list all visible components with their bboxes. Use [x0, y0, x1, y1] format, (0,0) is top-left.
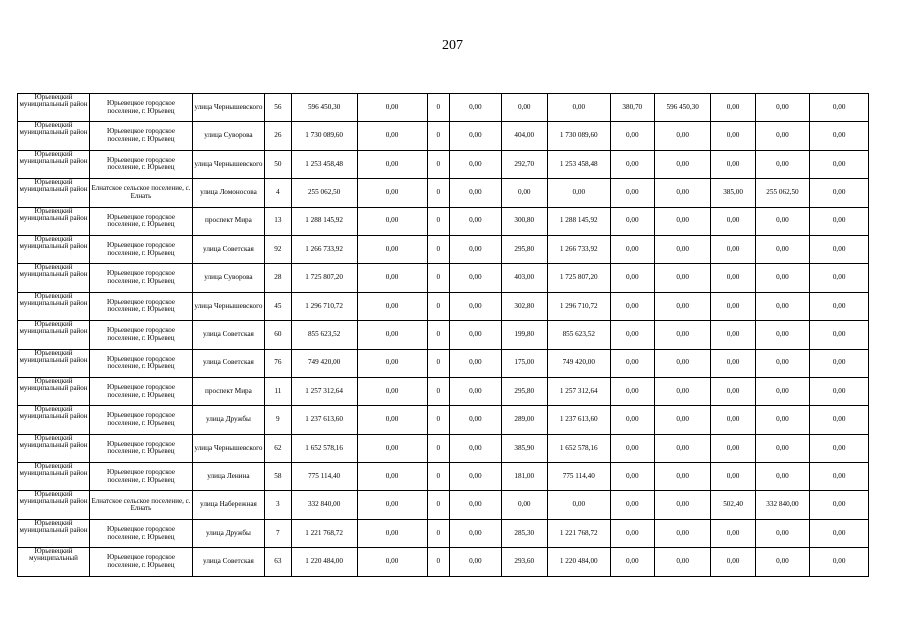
cost-cell: 0,00	[755, 122, 810, 150]
area-cell: 199,80	[501, 321, 547, 349]
house-number-cell: 92	[264, 235, 291, 263]
settlement-cell: Юрьевецкое городское поселение, г. Юрьевец	[90, 377, 193, 405]
settlement-cell: Елнатское сельское поселение, с. Елнать	[90, 491, 193, 519]
cost-cell: 0,00	[654, 207, 711, 235]
amount-cell: 0,00	[810, 548, 869, 576]
area-cell: 0,00	[610, 349, 654, 377]
cost-cell: 0,00	[654, 150, 711, 178]
count-cell: 0	[427, 491, 450, 519]
street-cell: улица Чернышевского	[192, 434, 264, 462]
area-cell: 0,00	[711, 207, 755, 235]
amount-cell: 0,00	[357, 377, 427, 405]
cost-cell: 0,00	[755, 406, 810, 434]
count-cell: 0	[427, 94, 450, 122]
area-cell: 385,90	[501, 434, 547, 462]
table-row	[18, 377, 869, 405]
area-cell: 0,00	[610, 235, 654, 263]
area-cell: 285,30	[501, 519, 547, 547]
settlement-cell: Юрьевецкое городское поселение, г. Юрьевец	[90, 406, 193, 434]
cost-cell: 596 450,30	[654, 94, 711, 122]
settlement-cell: Юрьевецкое городское поселение, г. Юрьевец	[90, 519, 193, 547]
cost-cell: 0,00	[654, 235, 711, 263]
area-cell: 0,00	[610, 406, 654, 434]
area-cell: 0,00	[610, 321, 654, 349]
settlement-cell: Юрьевецкое городское поселение, г. Юрьевец	[90, 264, 193, 292]
total-cost-cell: 596 450,30	[291, 94, 357, 122]
table-row	[18, 491, 869, 519]
cost-cell: 0,00	[755, 377, 810, 405]
amount-cell: 0,00	[357, 321, 427, 349]
cost-cell: 1 652 578,16	[547, 434, 610, 462]
municipality-cell: Юрьевецкий муниципальный район	[18, 321, 90, 349]
area-cell: 0,00	[711, 94, 755, 122]
amount-cell: 0,00	[450, 94, 501, 122]
cost-cell: 0,00	[755, 434, 810, 462]
cost-cell: 0,00	[755, 349, 810, 377]
cost-cell: 1 221 768,72	[547, 519, 610, 547]
area-cell: 0,00	[610, 207, 654, 235]
street-cell: проспект Мира	[192, 377, 264, 405]
settlement-cell: Юрьевецкое городское поселение, г. Юрьевец	[90, 548, 193, 576]
street-cell: улица Дружбы	[192, 519, 264, 547]
amount-cell: 0,00	[357, 349, 427, 377]
area-cell: 0,00	[610, 150, 654, 178]
total-cost-cell: 1 288 145,92	[291, 207, 357, 235]
cost-cell: 0,00	[755, 150, 810, 178]
amount-cell: 0,00	[450, 349, 501, 377]
count-cell: 0	[427, 235, 450, 263]
cost-cell: 0,00	[755, 207, 810, 235]
settlement-cell: Юрьевецкое городское поселение, г. Юрьевец	[90, 434, 193, 462]
cost-cell: 0,00	[755, 321, 810, 349]
area-cell: 0,00	[711, 321, 755, 349]
amount-cell: 0,00	[450, 235, 501, 263]
amount-cell: 0,00	[810, 207, 869, 235]
table-row	[18, 179, 869, 207]
street-cell: улица Набережная	[192, 491, 264, 519]
total-cost-cell: 1 725 807,20	[291, 264, 357, 292]
total-cost-cell: 1 266 733,92	[291, 235, 357, 263]
area-cell: 295,80	[501, 235, 547, 263]
amount-cell: 0,00	[450, 207, 501, 235]
area-cell: 0,00	[610, 491, 654, 519]
amount-cell: 0,00	[450, 434, 501, 462]
count-cell: 0	[427, 150, 450, 178]
street-cell: улица Дружбы	[192, 406, 264, 434]
cost-cell: 749 420,00	[547, 349, 610, 377]
municipality-cell: Юрьевецкий муниципальный район	[18, 150, 90, 178]
cost-cell: 1 237 613,60	[547, 406, 610, 434]
house-number-cell: 63	[264, 548, 291, 576]
total-cost-cell: 1 296 710,72	[291, 292, 357, 320]
cost-cell: 0,00	[547, 179, 610, 207]
house-number-cell: 60	[264, 321, 291, 349]
cost-cell: 0,00	[654, 548, 711, 576]
municipality-cell: Юрьевецкий муниципальный район	[18, 377, 90, 405]
area-cell: 300,80	[501, 207, 547, 235]
area-cell: 0,00	[711, 292, 755, 320]
amount-cell: 0,00	[450, 264, 501, 292]
cost-cell: 1 253 458,48	[547, 150, 610, 178]
count-cell: 0	[427, 292, 450, 320]
cost-cell: 0,00	[547, 94, 610, 122]
table-row	[18, 434, 869, 462]
table-row	[18, 548, 869, 576]
total-cost-cell: 749 420,00	[291, 349, 357, 377]
cost-cell: 0,00	[654, 179, 711, 207]
municipality-cell: Юрьевецкий муниципальный район	[18, 264, 90, 292]
amount-cell: 0,00	[450, 122, 501, 150]
municipality-cell: Юрьевецкий муниципальный район	[18, 463, 90, 491]
cost-cell: 0,00	[547, 491, 610, 519]
house-number-cell: 26	[264, 122, 291, 150]
amount-cell: 0,00	[810, 349, 869, 377]
amount-cell: 0,00	[810, 150, 869, 178]
house-number-cell: 13	[264, 207, 291, 235]
area-cell: 0,00	[610, 122, 654, 150]
area-cell: 0,00	[711, 150, 755, 178]
cost-cell: 0,00	[654, 349, 711, 377]
count-cell: 0	[427, 548, 450, 576]
municipality-cell: Юрьевецкий муниципальный район	[18, 122, 90, 150]
area-cell: 0,00	[711, 434, 755, 462]
street-cell: улица Суворова	[192, 264, 264, 292]
settlement-cell: Юрьевецкое городское поселение, г. Юрьевец	[90, 235, 193, 263]
cost-cell: 0,00	[654, 377, 711, 405]
total-cost-cell: 1 257 312,64	[291, 377, 357, 405]
area-cell: 289,00	[501, 406, 547, 434]
house-number-cell: 9	[264, 406, 291, 434]
area-cell: 403,00	[501, 264, 547, 292]
count-cell: 0	[427, 207, 450, 235]
total-cost-cell: 255 062,50	[291, 179, 357, 207]
municipality-cell: Юрьевецкий муниципальный район	[18, 434, 90, 462]
house-number-cell: 3	[264, 491, 291, 519]
street-cell: улица Чернышевского	[192, 292, 264, 320]
total-cost-cell: 332 840,00	[291, 491, 357, 519]
cost-cell: 0,00	[755, 548, 810, 576]
amount-cell: 0,00	[357, 235, 427, 263]
amount-cell: 0,00	[357, 150, 427, 178]
area-cell: 0,00	[501, 491, 547, 519]
amount-cell: 0,00	[810, 406, 869, 434]
area-cell: 0,00	[711, 463, 755, 491]
count-cell: 0	[427, 519, 450, 547]
table-row	[18, 207, 869, 235]
table-row	[18, 264, 869, 292]
house-number-cell: 58	[264, 463, 291, 491]
amount-cell: 0,00	[810, 235, 869, 263]
cost-cell: 0,00	[755, 463, 810, 491]
street-cell: улица Чернышевского	[192, 94, 264, 122]
cost-cell: 775 114,40	[547, 463, 610, 491]
street-cell: улица Чернышевского	[192, 150, 264, 178]
register-table	[17, 93, 869, 577]
total-cost-cell: 1 652 578,16	[291, 434, 357, 462]
house-number-cell: 62	[264, 434, 291, 462]
settlement-cell: Юрьевецкое городское поселение, г. Юрьевец	[90, 122, 193, 150]
page-number: 207	[442, 38, 463, 53]
area-cell: 302,80	[501, 292, 547, 320]
area-cell: 0,00	[711, 548, 755, 576]
amount-cell: 0,00	[357, 292, 427, 320]
table-row	[18, 406, 869, 434]
cost-cell: 1 730 089,60	[547, 122, 610, 150]
area-cell: 385,00	[711, 179, 755, 207]
table-row	[18, 519, 869, 547]
municipality-cell: Юрьевецкий муниципальный район	[18, 491, 90, 519]
street-cell: улица Советская	[192, 321, 264, 349]
municipality-cell: Юрьевецкий муниципальный район	[18, 207, 90, 235]
municipality-cell: Юрьевецкий муниципальный район	[18, 235, 90, 263]
cost-cell: 0,00	[654, 491, 711, 519]
area-cell: 404,00	[501, 122, 547, 150]
municipality-cell: Юрьевецкий муниципальный район	[18, 292, 90, 320]
area-cell: 0,00	[711, 377, 755, 405]
area-cell: 175,00	[501, 349, 547, 377]
amount-cell: 0,00	[810, 377, 869, 405]
settlement-cell: Юрьевецкое городское поселение, г. Юрьевец	[90, 463, 193, 491]
register-body	[18, 94, 869, 577]
settlement-cell: Юрьевецкое городское поселение, г. Юрьевец	[90, 321, 193, 349]
area-cell: 0,00	[610, 292, 654, 320]
amount-cell: 0,00	[810, 292, 869, 320]
area-cell: 0,00	[711, 235, 755, 263]
amount-cell: 0,00	[450, 463, 501, 491]
amount-cell: 0,00	[450, 321, 501, 349]
total-cost-cell: 855 623,52	[291, 321, 357, 349]
area-cell: 0,00	[501, 94, 547, 122]
cost-cell: 0,00	[654, 122, 711, 150]
table-row	[18, 463, 869, 491]
amount-cell: 0,00	[810, 94, 869, 122]
house-number-cell: 50	[264, 150, 291, 178]
street-cell: проспект Мира	[192, 207, 264, 235]
cost-cell: 0,00	[654, 519, 711, 547]
cost-cell: 0,00	[654, 321, 711, 349]
cost-cell: 255 062,50	[755, 179, 810, 207]
table-row	[18, 122, 869, 150]
total-cost-cell: 1 253 458,48	[291, 150, 357, 178]
cost-cell: 0,00	[755, 94, 810, 122]
street-cell: улица Советская	[192, 235, 264, 263]
table-row	[18, 94, 869, 122]
settlement-cell: Елнатское сельское поселение, с. Елнать	[90, 179, 193, 207]
municipality-cell: Юрьевецкий муниципальный район	[18, 349, 90, 377]
house-number-cell: 4	[264, 179, 291, 207]
area-cell: 181,00	[501, 463, 547, 491]
amount-cell: 0,00	[810, 179, 869, 207]
count-cell: 0	[427, 264, 450, 292]
area-cell: 0,00	[610, 519, 654, 547]
cost-cell: 1 296 710,72	[547, 292, 610, 320]
count-cell: 0	[427, 434, 450, 462]
area-cell: 295,80	[501, 377, 547, 405]
cost-cell: 1 220 484,00	[547, 548, 610, 576]
cost-cell: 332 840,00	[755, 491, 810, 519]
amount-cell: 0,00	[357, 94, 427, 122]
house-number-cell: 56	[264, 94, 291, 122]
cost-cell: 1 257 312,64	[547, 377, 610, 405]
amount-cell: 0,00	[450, 548, 501, 576]
table-row	[18, 321, 869, 349]
amount-cell: 0,00	[357, 548, 427, 576]
settlement-cell: Юрьевецкое городское поселение, г. Юрьевец	[90, 94, 193, 122]
count-cell: 0	[427, 406, 450, 434]
total-cost-cell: 1 237 613,60	[291, 406, 357, 434]
count-cell: 0	[427, 463, 450, 491]
house-number-cell: 28	[264, 264, 291, 292]
area-cell: 0,00	[610, 434, 654, 462]
municipality-cell: Юрьевецкий муниципальный район	[18, 406, 90, 434]
area-cell: 0,00	[610, 548, 654, 576]
amount-cell: 0,00	[357, 519, 427, 547]
cost-cell: 1 266 733,92	[547, 235, 610, 263]
street-cell: улица Советская	[192, 349, 264, 377]
house-number-cell: 7	[264, 519, 291, 547]
amount-cell: 0,00	[357, 434, 427, 462]
amount-cell: 0,00	[357, 463, 427, 491]
street-cell: улица Суворова	[192, 122, 264, 150]
total-cost-cell: 1 220 484,00	[291, 548, 357, 576]
area-cell: 0,00	[610, 264, 654, 292]
house-number-cell: 45	[264, 292, 291, 320]
area-cell: 293,60	[501, 548, 547, 576]
cost-cell: 0,00	[654, 264, 711, 292]
total-cost-cell: 1 221 768,72	[291, 519, 357, 547]
cost-cell: 1 288 145,92	[547, 207, 610, 235]
house-number-cell: 76	[264, 349, 291, 377]
amount-cell: 0,00	[810, 434, 869, 462]
table-row	[18, 292, 869, 320]
table-row	[18, 235, 869, 263]
area-cell: 0,00	[711, 519, 755, 547]
amount-cell: 0,00	[450, 491, 501, 519]
area-cell: 292,70	[501, 150, 547, 178]
amount-cell: 0,00	[450, 377, 501, 405]
amount-cell: 0,00	[810, 463, 869, 491]
street-cell: улица Ленина	[192, 463, 264, 491]
area-cell: 380,70	[610, 94, 654, 122]
settlement-cell: Юрьевецкое городское поселение, г. Юрьевец	[90, 349, 193, 377]
count-cell: 0	[427, 179, 450, 207]
count-cell: 0	[427, 377, 450, 405]
amount-cell: 0,00	[450, 406, 501, 434]
area-cell: 0,00	[501, 179, 547, 207]
amount-cell: 0,00	[810, 264, 869, 292]
table-row	[18, 150, 869, 178]
area-cell: 0,00	[711, 264, 755, 292]
area-cell: 502,40	[711, 491, 755, 519]
area-cell: 0,00	[610, 463, 654, 491]
amount-cell: 0,00	[450, 519, 501, 547]
municipality-cell: Юрьевецкий муниципальный район	[18, 519, 90, 547]
amount-cell: 0,00	[810, 519, 869, 547]
street-cell: улица Ломоносова	[192, 179, 264, 207]
total-cost-cell: 1 730 089,60	[291, 122, 357, 150]
area-cell: 0,00	[610, 377, 654, 405]
municipality-cell: Юрьевецкий муниципальный район	[18, 94, 90, 122]
amount-cell: 0,00	[357, 179, 427, 207]
count-cell: 0	[427, 349, 450, 377]
area-cell: 0,00	[711, 406, 755, 434]
settlement-cell: Юрьевецкое городское поселение, г. Юрьевец	[90, 207, 193, 235]
amount-cell: 0,00	[810, 122, 869, 150]
settlement-cell: Юрьевецкое городское поселение, г. Юрьевец	[90, 292, 193, 320]
amount-cell: 0,00	[357, 207, 427, 235]
cost-cell: 0,00	[755, 235, 810, 263]
street-cell: улица Советская	[192, 548, 264, 576]
cost-cell: 0,00	[755, 519, 810, 547]
amount-cell: 0,00	[357, 406, 427, 434]
amount-cell: 0,00	[357, 491, 427, 519]
cost-cell: 0,00	[654, 434, 711, 462]
cost-cell: 0,00	[654, 406, 711, 434]
amount-cell: 0,00	[357, 264, 427, 292]
cost-cell: 0,00	[654, 463, 711, 491]
count-cell: 0	[427, 122, 450, 150]
amount-cell: 0,00	[450, 179, 501, 207]
settlement-cell: Юрьевецкое городское поселение, г. Юрьевец	[90, 150, 193, 178]
amount-cell: 0,00	[810, 491, 869, 519]
total-cost-cell: 775 114,40	[291, 463, 357, 491]
area-cell: 0,00	[711, 349, 755, 377]
cost-cell: 0,00	[755, 292, 810, 320]
amount-cell: 0,00	[450, 292, 501, 320]
cost-cell: 0,00	[654, 292, 711, 320]
cost-cell: 0,00	[755, 264, 810, 292]
cost-cell: 1 725 807,20	[547, 264, 610, 292]
amount-cell: 0,00	[810, 321, 869, 349]
municipality-cell: Юрьевецкий муниципальный район	[18, 179, 90, 207]
municipality-cell: Юрьевецкий муниципальный	[18, 548, 90, 576]
table-row	[18, 349, 869, 377]
count-cell: 0	[427, 321, 450, 349]
amount-cell: 0,00	[357, 122, 427, 150]
area-cell: 0,00	[610, 179, 654, 207]
amount-cell: 0,00	[450, 150, 501, 178]
house-number-cell: 11	[264, 377, 291, 405]
cost-cell: 855 623,52	[547, 321, 610, 349]
area-cell: 0,00	[711, 122, 755, 150]
